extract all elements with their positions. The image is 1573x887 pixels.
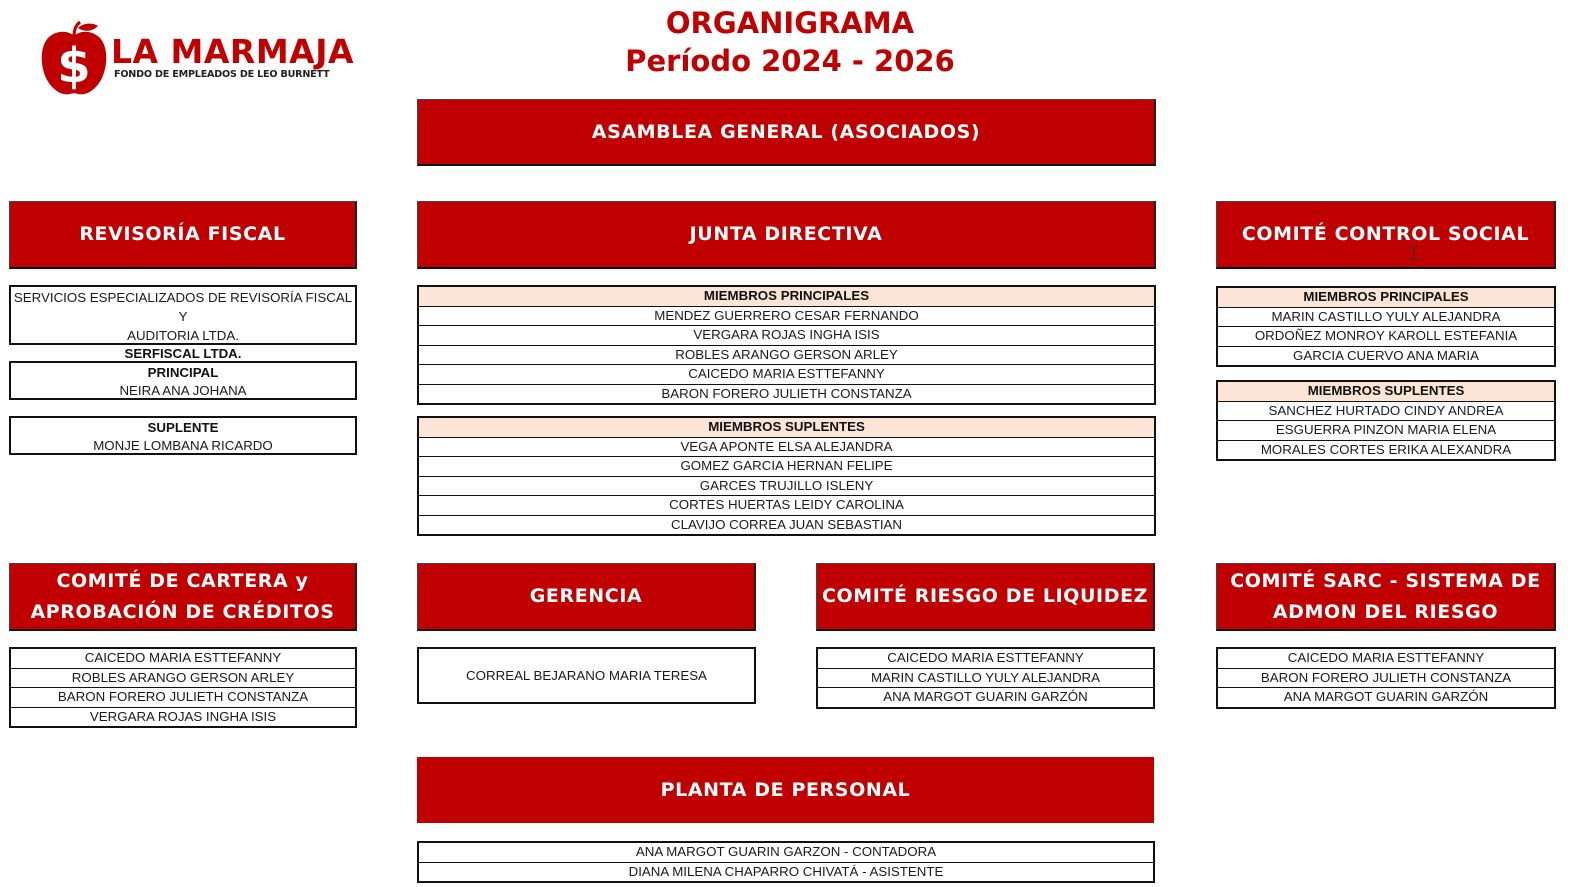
planta-header: PLANTA DE PERSONAL: [417, 757, 1154, 823]
control-social-principales-label: MIEMBROS PRINCIPALES: [1218, 288, 1554, 307]
list-item: VERGARA ROJAS INGHA ISIS: [419, 325, 1154, 345]
revisoria-firm-box: [9, 285, 357, 361]
list-item: ANA MARGOT GUARIN GARZON - CONTADORA: [635, 844, 937, 859]
junta-header: JUNTA DIRECTIVA: [417, 201, 1156, 269]
list-item: MENDEZ GUERRERO CESAR FERNANDO: [419, 306, 1154, 326]
list-item: MORALES CORTES ERIKA ALEXANDRA: [1218, 440, 1554, 460]
gerencia-name: CORREAL BEJARANO MARIA TERESA: [466, 668, 707, 683]
list-item: CLAVIJO CORREA JUAN SEBASTIAN: [419, 515, 1154, 535]
list-item: MARIN CASTILLO YULY ALEJANDRA: [818, 668, 1153, 688]
list-item: BARON FORERO JULIETH CONSTANZA: [11, 687, 355, 707]
list-item: ESGUERRA PINZON MARIA ELENA: [1218, 420, 1554, 440]
control-social-header: COMITÉ CONTROL SOCIAL: [1216, 201, 1556, 269]
list-item: VERGARA ROJAS INGHA ISIS: [11, 707, 355, 727]
sarc-title-line2: ADMON DEL RIESGO: [1272, 600, 1499, 623]
cartera-title-line2: APROBACIÓN DE CRÉDITOS: [30, 600, 335, 623]
liquidez-header: COMITÉ RIESGO DE LIQUIDEZ: [816, 563, 1155, 631]
list-item: BARON FORERO JULIETH CONSTANZA: [419, 384, 1154, 404]
list-item: ROBLES ARANGO GERSON ARLEY: [419, 345, 1154, 365]
control-social-principales-table: [1216, 286, 1556, 367]
revisoria-suplente-box: [9, 416, 357, 455]
page-title: [560, 4, 1020, 80]
list-item: ANA MARGOT GUARIN GARZÓN: [1218, 687, 1554, 707]
revisoria-firm-line1: SERVICIOS ESPECIALIZADOS DE REVISORÍA FISCAL Y: [13, 290, 353, 324]
gerencia-header: GERENCIA: [417, 563, 756, 631]
asamblea-header: ASAMBLEA GENERAL (ASOCIADOS): [417, 99, 1156, 166]
list-item: ORDOÑEZ MONROY KAROLL ESTEFANIA: [1218, 326, 1554, 346]
gerencia-box: [417, 647, 756, 704]
revisoria-principal-label: PRINCIPAL: [147, 365, 219, 380]
junta-principales-table: [417, 285, 1156, 405]
control-social-suplentes-table: [1216, 380, 1556, 461]
text-cursor-icon: ⌶: [1408, 243, 1419, 263]
liquidez-table: [816, 647, 1155, 709]
logo-subtitle: FONDO DE EMPLEADOS DE LEO BURNETT: [114, 69, 330, 80]
sarc-title-line1: COMITÉ SARC - SISTEMA DE: [1230, 569, 1541, 592]
logo: [38, 20, 358, 100]
list-item: ROBLES ARANGO GERSON ARLEY: [11, 668, 355, 688]
list-item: ANA MARGOT GUARIN GARZÓN: [818, 687, 1153, 707]
junta-principales-label: MIEMBROS PRINCIPALES: [419, 287, 1154, 306]
revisoria-principal-box: [9, 361, 357, 400]
svg-text:$: $: [57, 38, 91, 94]
revisoria-firm-line2: AUDITORIA LTDA.: [127, 328, 239, 343]
list-item: CAICEDO MARIA ESTTEFANNY: [419, 364, 1154, 384]
list-item: SANCHEZ HURTADO CINDY ANDREA: [1218, 401, 1554, 421]
logo-name: LA MARMAJA: [111, 32, 355, 71]
sarc-table: [1216, 647, 1556, 709]
revisoria-suplente-label: SUPLENTE: [147, 420, 219, 435]
revisoria-principal-name: NEIRA ANA JOHANA: [119, 382, 247, 398]
revisoria-suplente-name: MONJE LOMBANA RICARDO: [93, 437, 273, 453]
cartera-table: [9, 647, 357, 728]
planta-table: [417, 841, 1155, 883]
list-item: CAICEDO MARIA ESTTEFANNY: [887, 650, 1084, 665]
list-item: MARIN CASTILLO YULY ALEJANDRA: [1218, 307, 1554, 327]
list-item: GARCIA CUERVO ANA MARIA: [1218, 346, 1554, 366]
revisoria-firm-short: SERFISCAL LTDA.: [124, 346, 242, 361]
junta-suplentes-label: MIEMBROS SUPLENTES: [419, 418, 1154, 437]
period-title: Período 2024 - 2026: [625, 44, 955, 78]
org-chart-title: ORGANIGRAMA: [665, 6, 915, 40]
list-item: VEGA APONTE ELSA ALEJANDRA: [419, 437, 1154, 457]
cartera-title-line1: COMITÉ DE CARTERA y: [56, 569, 309, 592]
apple-dollar-icon: [38, 20, 110, 100]
revisoria-header: REVISORÍA FISCAL: [9, 201, 357, 269]
control-social-suplentes-label: MIEMBROS SUPLENTES: [1218, 382, 1554, 401]
list-item: GARCES TRUJILLO ISLENY: [419, 476, 1154, 496]
sarc-header: [1216, 563, 1556, 631]
list-item: GOMEZ GARCIA HERNAN FELIPE: [419, 456, 1154, 476]
list-item: DIANA MILENA CHAPARRO CHIVATÁ - ASISTENTE: [419, 862, 1153, 882]
list-item: CAICEDO MARIA ESTTEFANNY: [1287, 650, 1485, 665]
junta-suplentes-table: [417, 416, 1156, 536]
list-item: CAICEDO MARIA ESTTEFANNY: [84, 650, 282, 665]
list-item: CORTES HUERTAS LEIDY CAROLINA: [419, 495, 1154, 515]
cartera-header: [9, 563, 357, 631]
list-item: BARON FORERO JULIETH CONSTANZA: [1218, 668, 1554, 688]
